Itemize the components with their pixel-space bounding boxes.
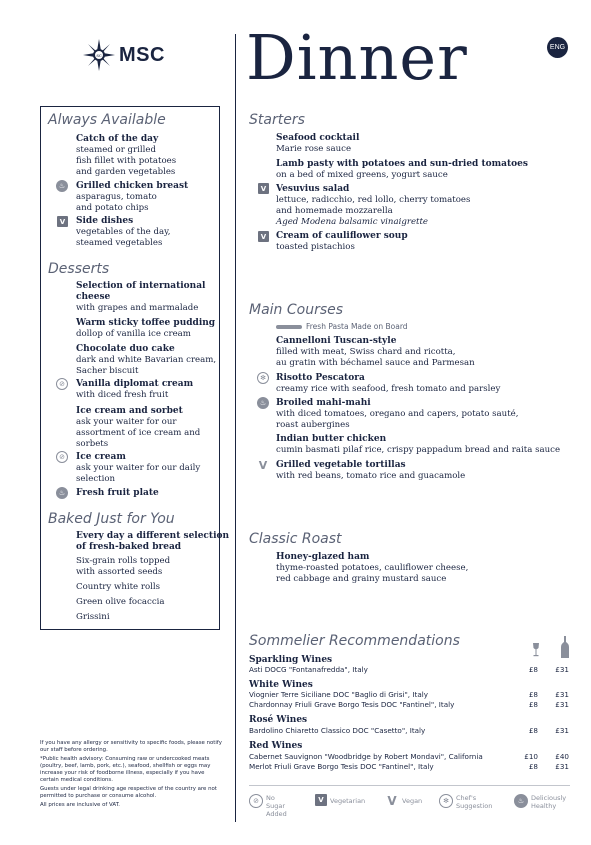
item-name: Lamb pasty with potatoes and sun-dried tomatoes xyxy=(276,159,528,169)
menu-item xyxy=(276,373,500,395)
item-desc: with red beans, tomato rice and guacamole xyxy=(276,471,466,481)
item-desc: fish fillet with potatoes xyxy=(76,156,177,166)
item-name: Indian butter chicken xyxy=(276,434,387,444)
classic-roast-heading: Classic Roast xyxy=(249,531,342,547)
fresh-pasta-label xyxy=(276,322,408,331)
list-item: Country white rolls xyxy=(76,582,161,592)
item-desc: dollop of vanilla ice cream xyxy=(76,329,191,339)
menu-item xyxy=(76,379,193,401)
item-desc: on a bed of mixed greens, yogurt sauce xyxy=(276,170,448,180)
deliciously-healthy-icon: ♨ xyxy=(56,487,68,499)
item-name: Vesuvius salad xyxy=(276,184,350,194)
legend-item xyxy=(439,794,492,810)
deliciously-healthy-icon: ♨ xyxy=(257,397,269,409)
item-name: Ice cream and sorbet xyxy=(76,406,183,416)
pasta-label-text: Fresh Pasta Made on Board xyxy=(306,322,408,331)
item-name: Every day a different selection xyxy=(76,531,230,541)
wine-name: Bardolino Chiaretto Classico DOC "Casetto", Italy xyxy=(249,726,426,735)
item-name: Grilled chicken breast xyxy=(76,181,189,191)
vegan-icon: V xyxy=(258,458,268,472)
wine-name: Chardonnay Friuli Grave Borgo Tesis DOC "Fantinel", Italy xyxy=(249,700,455,709)
item-desc: ask your waiter for our xyxy=(76,417,177,427)
item-desc: Marie rose sauce xyxy=(276,144,352,154)
glass-price: £8 xyxy=(528,726,538,735)
deliciously-healthy-icon: ♨ xyxy=(56,180,68,192)
item-desc: toasted pistachios xyxy=(276,242,355,252)
baked-heading: Baked Just for You xyxy=(48,511,175,527)
starters-heading: Starters xyxy=(249,112,305,128)
deliciously-healthy-icon: ♨ xyxy=(514,794,528,808)
item-desc: with diced fresh fruit xyxy=(76,390,169,400)
item-name: Catch of the day xyxy=(76,134,159,144)
item-desc: and homemade mozzarella xyxy=(276,206,393,216)
item-desc: selection xyxy=(76,474,116,484)
language-badge[interactable]: ENG xyxy=(547,37,568,58)
vegetarian-icon: V xyxy=(258,231,269,242)
item-name: Risotto Pescatora xyxy=(276,373,365,383)
item-desc: creamy rice with seafood, fresh tomato and parsley xyxy=(276,384,501,394)
chefs-suggestion-icon: ✻ xyxy=(439,794,453,808)
legend-label-line: No Sugar xyxy=(266,794,286,810)
rose-heading: Rosé Wines xyxy=(249,715,308,725)
rolling-pin-icon xyxy=(276,325,302,329)
page-title: Dinner xyxy=(246,21,468,94)
item-desc: assortment of ice cream and xyxy=(76,428,201,438)
wine-name: Merlot Friuli Grave Borgo Tesis DOC "Fantinel", Italy xyxy=(249,762,434,771)
sommelier-heading: Sommelier Recommendations xyxy=(249,633,460,649)
menu-item xyxy=(276,552,468,585)
baked-list xyxy=(76,556,170,623)
item-desc: vegetables of the day, xyxy=(76,227,171,237)
item-name: of fresh-baked bread xyxy=(76,542,182,552)
item-name: cheese xyxy=(76,292,111,302)
vegetarian-icon: V xyxy=(258,183,269,194)
item-desc: asparagus, tomato xyxy=(76,192,157,202)
bottle-price: £40 xyxy=(555,752,569,761)
legend-item xyxy=(249,794,287,818)
fine-print-line: All prices are inclusive of VAT. xyxy=(40,802,120,808)
vegetarian-icon: V xyxy=(315,794,327,806)
item-name: Selection of international xyxy=(76,281,206,291)
menu-item xyxy=(276,159,528,181)
wine-bottle-icon xyxy=(560,636,570,658)
item-desc: filled with meat, Swiss chard and ricotta, xyxy=(276,347,456,357)
legend-label: Vegan xyxy=(402,797,423,805)
no-sugar-added-icon: ⊘ xyxy=(56,451,68,463)
menu-item xyxy=(276,231,408,253)
menu-item xyxy=(76,344,216,377)
red-heading: Red Wines xyxy=(249,741,303,751)
wine-name: Asti DOCG "Fontanafredda", Italy xyxy=(249,665,368,674)
glass-price: £10 xyxy=(524,752,538,761)
item-desc: with grapes and marmalade xyxy=(76,303,199,313)
fine-print xyxy=(40,740,222,811)
item-desc: dark and white Bavarian cream, xyxy=(76,355,217,365)
wine-glass-icon xyxy=(531,642,541,658)
menu-item xyxy=(76,452,200,485)
item-name: Cannelloni Tuscan-style xyxy=(276,336,397,346)
legend-divider xyxy=(249,785,570,786)
item-desc: Sacher biscuit xyxy=(76,366,139,376)
item-desc: ask your waiter for our daily xyxy=(76,463,201,473)
legend-label xyxy=(531,794,566,810)
legend-item xyxy=(315,794,365,806)
legend-item xyxy=(514,794,566,810)
item-name: Warm sticky toffee pudding xyxy=(76,318,216,328)
bottle-price: £31 xyxy=(555,700,569,709)
no-sugar-added-icon: ⊘ xyxy=(56,378,68,390)
item-desc: with diced tomatoes, oregano and capers, potato sauté, xyxy=(276,409,519,419)
legend-label: Vegetarian xyxy=(330,797,366,805)
glass-price: £8 xyxy=(528,690,538,699)
menu-item xyxy=(76,134,176,178)
sparkling-heading: Sparkling Wines xyxy=(249,655,333,665)
item-desc: sorbets xyxy=(76,439,109,449)
menu-item xyxy=(76,216,171,249)
column-divider xyxy=(235,34,236,822)
item-desc: au gratin with béchamel sauce and Parmesan xyxy=(276,358,475,368)
menu-item xyxy=(276,184,470,228)
chefs-suggestion-icon: ✻ xyxy=(257,372,269,384)
legend-label-line: Deliciously xyxy=(531,794,567,802)
white-heading: White Wines xyxy=(249,680,313,690)
menu-item xyxy=(76,488,159,499)
item-desc: red cabbage and grainy mustard sauce xyxy=(276,574,447,584)
wine-name: Viognier Terre Siciliane DOC "Baglio di Grisi", Italy xyxy=(249,690,428,699)
menu-item xyxy=(276,133,359,155)
item-name: Chocolate duo cake xyxy=(76,344,175,354)
item-name: Vanilla diplomat cream xyxy=(76,379,194,389)
svg-text:sc: sc xyxy=(96,53,102,59)
legend-label xyxy=(266,794,287,818)
menu-item xyxy=(276,434,560,456)
item-name: Seafood cocktail xyxy=(276,133,360,143)
list-item: Six-grain rolls topped xyxy=(76,556,171,566)
bottle-price: £31 xyxy=(555,726,569,735)
menu-item xyxy=(276,460,465,482)
main-courses-heading: Main Courses xyxy=(249,302,344,318)
brand-logo xyxy=(82,38,165,72)
item-desc: steamed or grilled xyxy=(76,145,156,155)
always-available-heading: Always Available xyxy=(48,112,166,128)
bottle-price: £31 xyxy=(555,762,569,771)
legend-label-line: Chef's xyxy=(456,794,477,802)
vegetarian-icon: V xyxy=(57,216,68,227)
item-name: Grilled vegetable tortillas xyxy=(276,460,406,470)
menu-item xyxy=(76,181,188,214)
item-desc: steamed vegetables xyxy=(76,238,163,248)
glass-price: £8 xyxy=(528,700,538,709)
menu-item xyxy=(276,398,518,431)
list-item: Green olive focaccia xyxy=(76,597,165,607)
vegan-icon: V xyxy=(387,794,397,808)
brand-name: MSC xyxy=(119,43,165,66)
legend-label-line: Suggestion xyxy=(456,802,493,810)
legend-label-line: Healthy xyxy=(531,802,557,810)
fine-print-line: Guests under legal drinking age respective of the country are not permitted to purchase or consume alcohol. xyxy=(40,786,217,799)
list-item: Grissini xyxy=(76,612,110,622)
legend-label-line: Added xyxy=(266,810,287,818)
item-desc: roast aubergines xyxy=(276,420,350,430)
bottle-price: £31 xyxy=(555,690,569,699)
item-name: Fresh fruit plate xyxy=(76,488,159,498)
item-name: Broiled mahi-mahi xyxy=(276,398,371,408)
item-desc: cumin basmati pilaf rice, crispy pappadum bread and raita sauce xyxy=(276,445,561,455)
item-name: Honey-glazed ham xyxy=(276,552,370,562)
menu-item xyxy=(276,336,475,369)
no-sugar-added-icon: ⊘ xyxy=(249,794,263,808)
compass-logo-icon xyxy=(82,38,116,72)
legend-label xyxy=(456,794,492,810)
glass-price: £8 xyxy=(528,665,538,674)
item-name: Side dishes xyxy=(76,216,134,226)
legend-item xyxy=(385,794,422,808)
glass-price: £8 xyxy=(528,762,538,771)
item-note: Aged Modena balsamic vinaigrette xyxy=(276,217,429,227)
baked-intro xyxy=(76,531,229,553)
wine-name: Cabernet Sauvignon "Woodbridge by Robert Mondavi", California xyxy=(249,752,483,761)
item-desc: and potato chips xyxy=(76,203,149,213)
list-item: with assorted seeds xyxy=(76,567,163,577)
fine-print-line: *Public health advisory: Consuming raw or undercooked meats (poultry, beef, lamb, pork, etc.), seafood, shellfish or eggs may increase your risk of foodborne illness, especially if you have certain medical conditions. xyxy=(40,756,211,783)
menu-item xyxy=(76,318,215,340)
item-name: Ice cream xyxy=(76,452,126,462)
menu-item xyxy=(76,281,205,314)
item-name: Cream of cauliflower soup xyxy=(276,231,408,241)
menu-item xyxy=(76,406,200,450)
fine-print-line: If you have any allergy or sensitivity to specific foods, please notify our staff before ordering. xyxy=(40,740,222,753)
item-desc: and garden vegetables xyxy=(76,167,176,177)
desserts-heading: Desserts xyxy=(48,261,110,277)
item-desc: thyme-roasted potatoes, cauliflower cheese, xyxy=(276,563,469,573)
bottle-price: £31 xyxy=(555,665,569,674)
item-desc: lettuce, radicchio, red lollo, cherry tomatoes xyxy=(276,195,471,205)
